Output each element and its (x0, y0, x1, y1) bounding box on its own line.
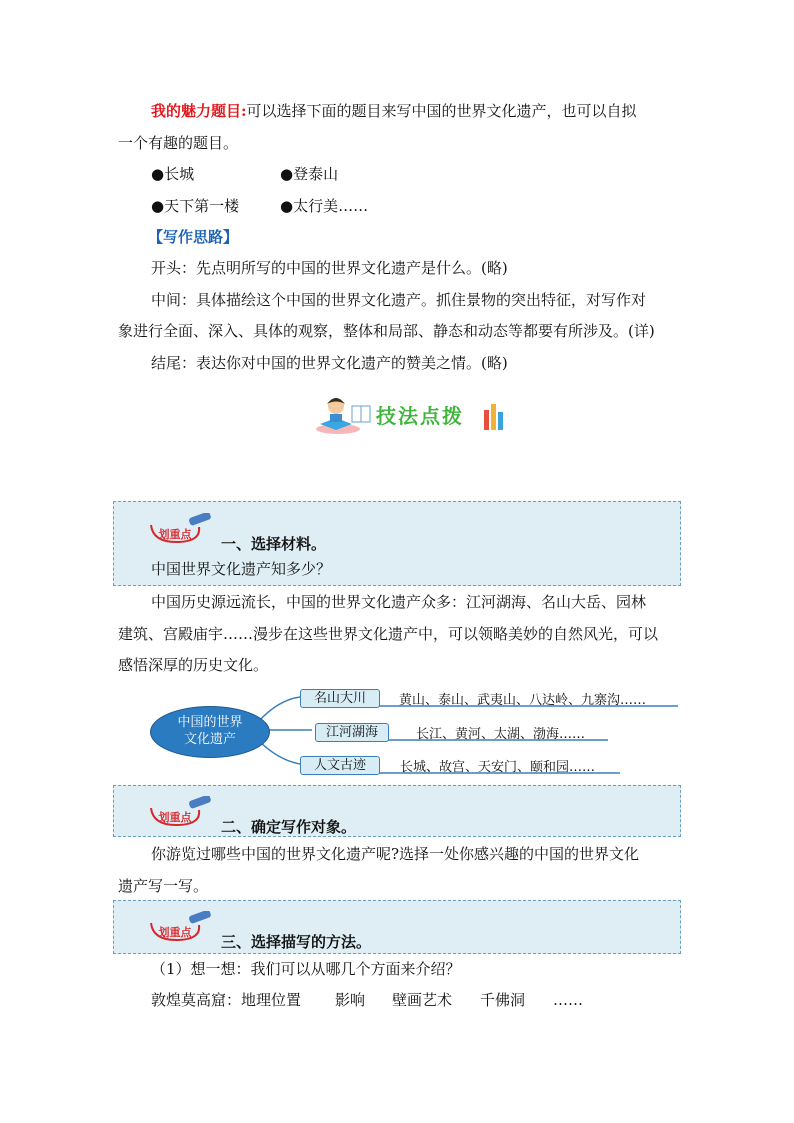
topic-4: ●太行美…… (280, 197, 369, 215)
section-3-row-ellipsis: …… (553, 991, 583, 1009)
prompt-line-2: 一个有趣的题目。 (118, 134, 239, 152)
highlight-badge-1 (149, 513, 211, 545)
topic-1: ●长城 (151, 165, 195, 183)
section-3-question: （1）想一想：我们可以从哪几个方面来介绍？ (151, 960, 461, 978)
badge-text: 划重点 (158, 811, 192, 824)
mindmap-center-line-2: 文化遗产 (183, 732, 236, 747)
highlight-badge-icon (149, 796, 211, 828)
section-1-question: 中国世界文化遗产知多少？ (151, 560, 332, 578)
highlight-badge-2 (149, 796, 211, 828)
badge-text: 划重点 (158, 926, 192, 939)
section-1-para-2: 建筑、宫殿庙宇……漫步在这些世界文化遗产中，可以领略美妙的自然风光，可以 (118, 625, 659, 643)
outline-heading: 【写作思路】 (148, 228, 239, 246)
mindmap-center-line-1: 中国的世界 (177, 715, 243, 730)
outline-middle-1: 中间：具体描绘这个中国的世界文化遗产。抓住景物的突出特征，对写作对 (151, 291, 647, 309)
outline-ending: 结尾：表达你对中国的世界文化遗产的赞美之情。(略) (151, 354, 508, 372)
highlight-badge-3 (149, 911, 211, 943)
section-3-title: 三、选择描写的方法。 (221, 933, 372, 951)
highlight-badge-icon (149, 513, 211, 545)
mindmap-center (150, 706, 270, 758)
section-3-row-caves: 千佛洞 (480, 991, 526, 1009)
banner-text: 技法点拨 (376, 404, 464, 428)
section-3-row-subject: 敦煌莫高窟：地理位置 (151, 991, 302, 1009)
section-3-row-influence: 影响 (335, 991, 366, 1009)
section-2-para-1: 你游览过哪些中国的世界文化遗产呢?选择一处你感兴趣的中国的世界文化 (151, 845, 640, 863)
mindmap-items-mountains: 黄山、泰山、武夷山、八达岭、九寨沟…… (399, 693, 647, 708)
section-1-para-3: 感悟深厚的历史文化。 (118, 656, 269, 674)
prompt-label: 我的魅力题目: (151, 102, 247, 120)
tech-banner (316, 392, 508, 436)
section-2-para-2: 遗产写一写。 (118, 877, 209, 895)
prompt-line-1 (151, 101, 637, 121)
mindmap-branch-rivers: 江河湖海 (315, 723, 389, 742)
section-2-title: 二、确定写作对象。 (221, 818, 357, 836)
badge-text: 划重点 (158, 528, 192, 541)
highlight-badge-icon (149, 911, 211, 943)
outline-opening: 开头：先点明所写的中国的世界文化遗产是什么。(略) (151, 259, 508, 277)
topic-3: ●天下第一楼 (151, 197, 240, 215)
outline-middle-2: 象进行全面、深入、具体的观察，整体和局部、静态和动态等都要有所涉及。(详) (118, 322, 655, 340)
section-1-para-1: 中国历史源远流长，中国的世界文化遗产众多：江河湖海、名山大岳、园林 (151, 593, 647, 611)
prompt-text: 可以选择下面的题目来写中国的世界文化遗产，也可以自拟 (246, 102, 637, 120)
mindmap-branch-mountains: 名山大川 (300, 689, 380, 708)
topic-2: ●登泰山 (280, 165, 339, 183)
mindmap-items-heritage: 长城、故宫、天安门、颐和园…… (400, 760, 596, 775)
section-1-title: 一、选择材料。 (221, 535, 327, 553)
mindmap-items-rivers: 长江、黄河、太湖、渤海…… (416, 727, 586, 742)
section-3-row-murals: 壁画艺术 (392, 991, 453, 1009)
mindmap-branch-heritage: 人文古迹 (300, 756, 380, 775)
